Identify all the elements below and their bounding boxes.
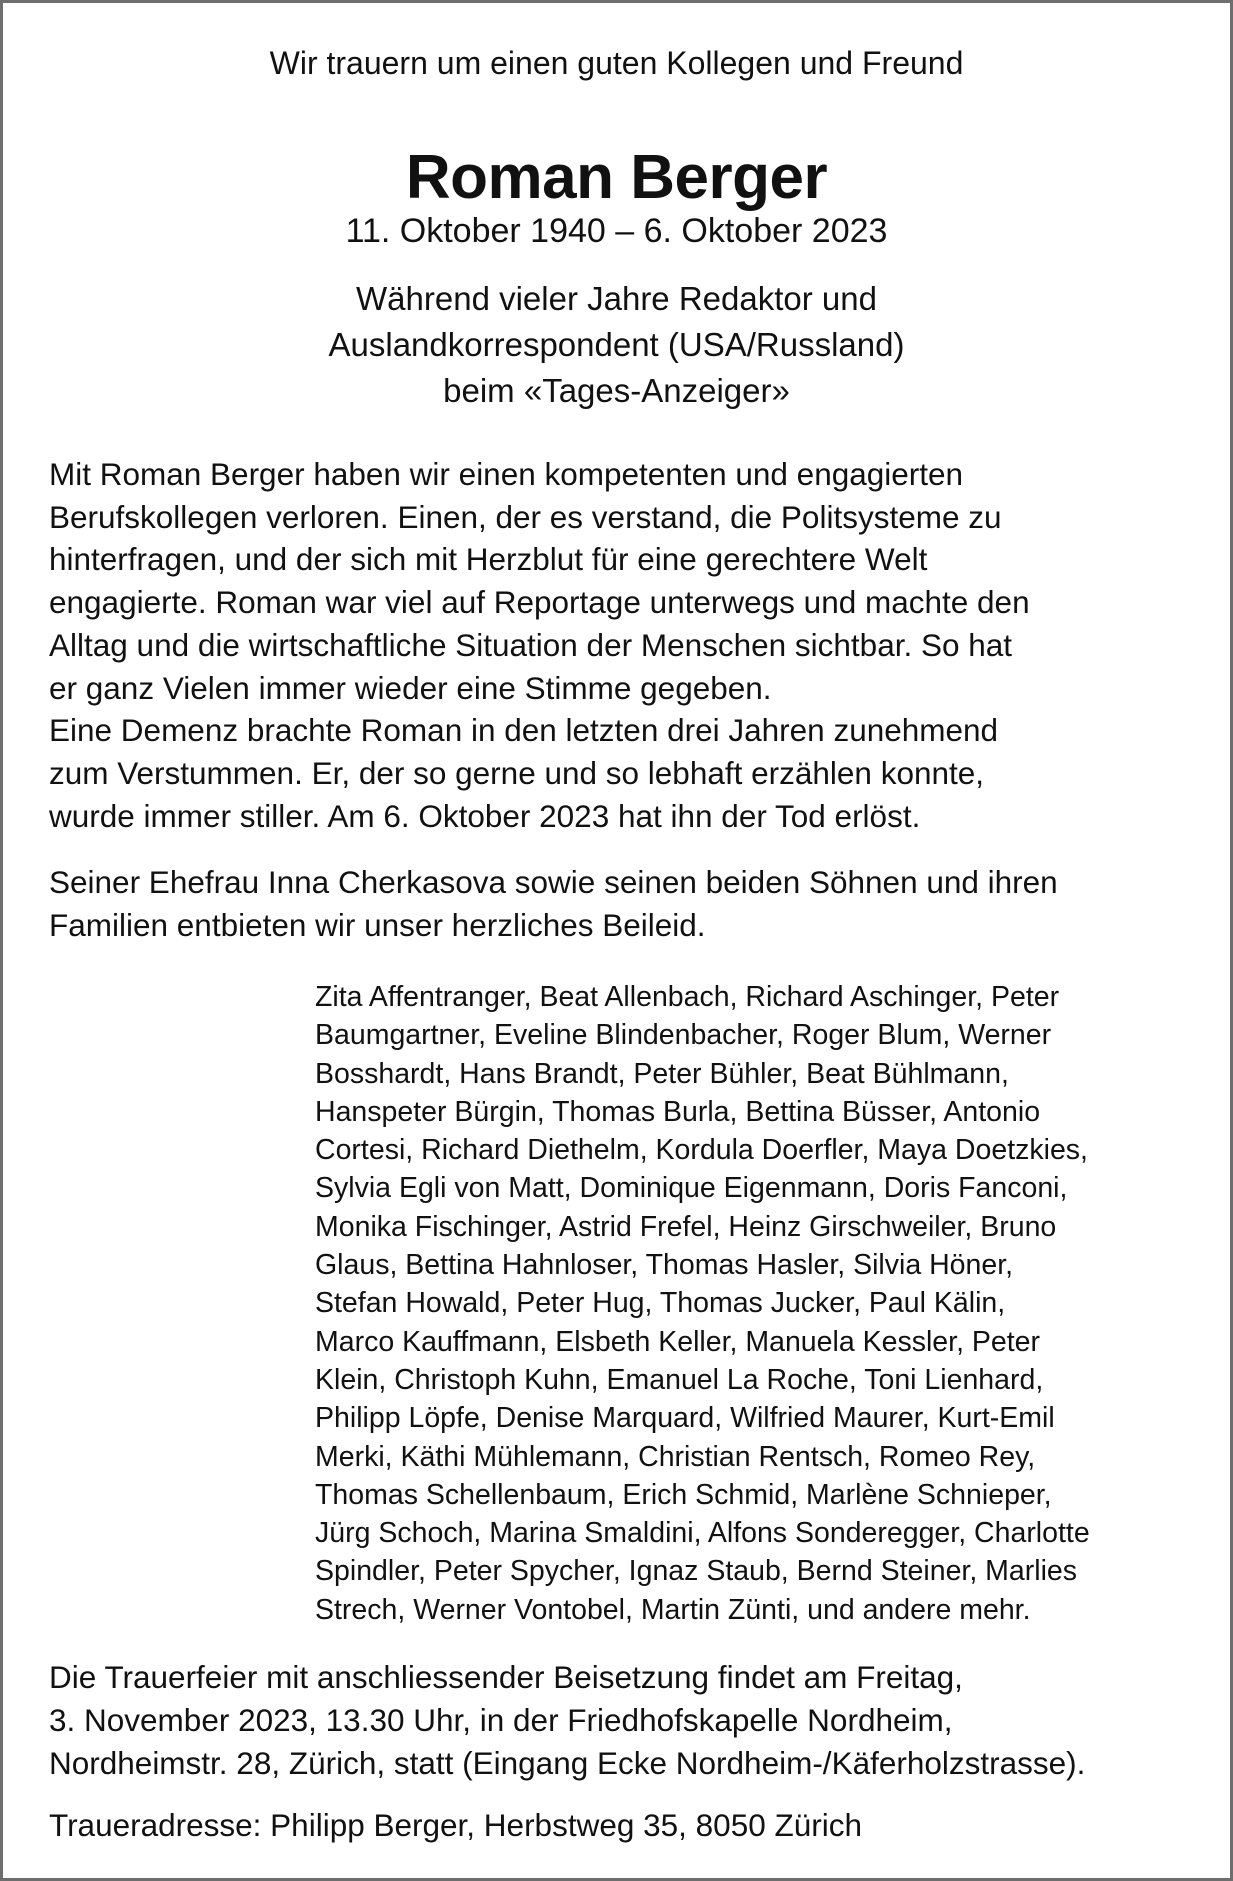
signatories-line: Cortesi, Richard Diethelm, Kordula Doerfler, Maya Doetzkies, <box>315 1134 1088 1167</box>
signatories-line: Merki, Käthi Mühlemann, Christian Rentsch, Romeo Rey, <box>315 1440 1036 1473</box>
signatories-line: Marco Kauffmann, Elsbeth Keller, Manuela Kessler, Peter <box>315 1325 1041 1358</box>
tribute-line: Mit Roman Berger haben wir einen kompetenten und engagierten <box>49 456 964 492</box>
role-line: beim «Tages-Anzeiger» <box>443 372 790 409</box>
signatories-line: Hanspeter Bürgin, Thomas Burla, Bettina Büsser, Antonio <box>315 1095 1041 1128</box>
signatories-line: Jürg Schoch, Marina Smaldini, Alfons Sonderegger, Charlotte <box>315 1517 1090 1550</box>
tribute-line: Alltag und die wirtschaftliche Situation der Menschen sichtbar. So hat <box>49 626 1013 663</box>
condolence-paragraph <box>49 861 1199 946</box>
funeral-line: Die Trauerfeier mit anschliessender Beisetzung findet am Freitag, <box>49 1659 963 1695</box>
funeral-paragraph <box>49 1656 1199 1785</box>
signatories-line: Stefan Howald, Peter Hug, Thomas Jucker, Paul Kälin, <box>315 1287 1006 1320</box>
header-line: Wir trauern um einen guten Kollegen und Freund <box>269 45 964 81</box>
role-description <box>3 276 1230 414</box>
signatories-line: Monika Fischinger, Astrid Frefel, Heinz Girschweiler, Bruno <box>315 1210 1057 1243</box>
signatories-line: Baumgartner, Eveline Blindenbacher, Roger Blum, Werner <box>315 1019 1052 1052</box>
tribute-line: Eine Demenz brachte Roman in den letzten drei Jahren zunehmend <box>49 712 999 749</box>
signatories-line: Klein, Christoph Kuhn, Emanuel La Roche, Toni Lienhard, <box>315 1363 1044 1396</box>
signatories-line: Philipp Löpfe, Denise Marquard, Wilfried Maurer, Kurt-Emil <box>315 1402 1055 1435</box>
role-line: Auslandkorrespondent (USA/Russland) <box>328 326 905 363</box>
funeral-line: 3. November 2023, 13.30 Uhr, in der Friedhofskapelle Nordheim, <box>49 1702 953 1738</box>
signatories-line: Spindler, Peter Spycher, Ignaz Staub, Bernd Steiner, Marlies <box>315 1555 1078 1588</box>
funeral-line: Nordheimstr. 28, Zürich, statt (Eingang Ecke Nordheim-/Käferholzstrasse). <box>49 1745 1086 1781</box>
mourning-address: Traueradresse: Philipp Berger, Herbstweg 35, 8050 Zürich <box>49 1807 863 1843</box>
tribute-line: er ganz Vielen immer wieder eine Stimme gegeben. <box>49 669 772 706</box>
signatories-line: Strech, Werner Vontobel, Martin Zünti, und andere mehr. <box>315 1593 1031 1626</box>
signatories-list <box>315 978 1090 1629</box>
condolence-line: Seiner Ehefrau Inna Cherkasova sowie seinen beiden Söhnen und ihren <box>49 864 1058 900</box>
tribute-line: zum Verstummen. Er, der so gerne und so lebhaft erzählen konnte, <box>49 754 985 791</box>
tribute-line: hinterfragen, und der sich mit Herzblut für eine gerechtere Welt <box>49 541 928 578</box>
life-dates: 11. Oktober 1940 – 6. Oktober 2023 <box>345 212 888 250</box>
tribute-paragraph <box>49 453 1199 837</box>
tribute-line: engagierte. Roman war viel auf Reportage unterwegs und machte den <box>49 584 1030 621</box>
condolence-line: Familien entbieten wir unser herzliches Beileid. <box>49 906 706 943</box>
signatories-line: Zita Affentranger, Beat Allenbach, Richard Aschinger, Peter <box>315 981 1060 1013</box>
signatories-line: Sylvia Egli von Matt, Dominique Eigenmann, Doris Fanconi, <box>315 1172 1068 1205</box>
signatories-line: Thomas Schellenbaum, Erich Schmid, Marlène Schnieper, <box>315 1478 1052 1511</box>
tribute-line: wurde immer stiller. Am 6. Oktober 2023 hat ihn der Tod erlöst. <box>49 797 921 834</box>
signatories-line: Glaus, Bettina Hahnloser, Thomas Hasler, Silvia Höner, <box>315 1249 1014 1282</box>
signatories-line: Bosshardt, Hans Brandt, Peter Bühler, Beat Bühlmann, <box>315 1057 1009 1090</box>
tribute-line: Berufskollegen verloren. Einen, der es verstand, die Politsysteme zu <box>49 498 1002 535</box>
deceased-name: Roman Berger <box>405 143 828 212</box>
role-line: Während vieler Jahre Redaktor und <box>356 280 877 317</box>
